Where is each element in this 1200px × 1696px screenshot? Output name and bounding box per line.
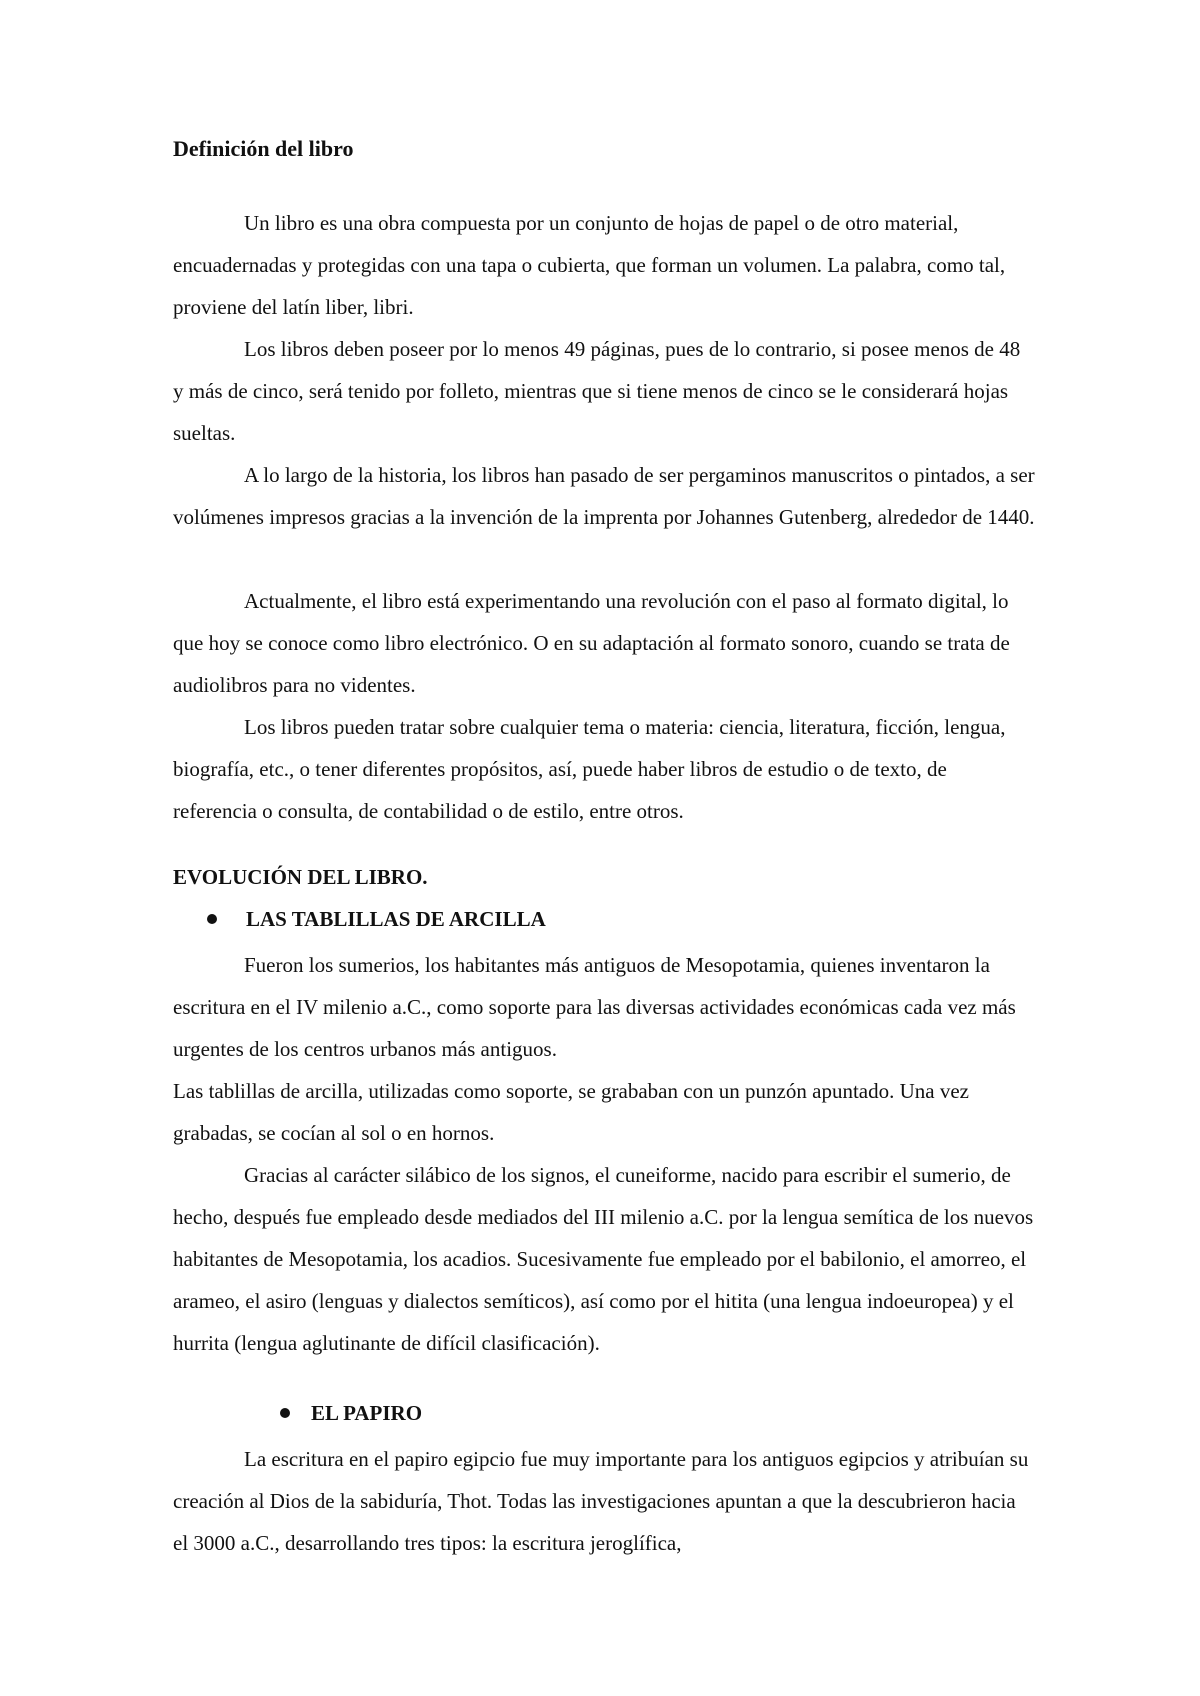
- bullet-icon: [207, 914, 217, 924]
- tablillas-paragraph-1: Fueron los sumerios, los habitantes más antiguos de Mesopotamia, quienes inventaron la escritura en el IV milenio a.C., como soporte para las diversas actividades económicas cada vez más urgentes de los centros urbanos más antiguos.: [173, 953, 1016, 1061]
- papiro-heading-text: EL PAPIRO: [311, 1401, 423, 1425]
- papiro-paragraph-1: La escritura en el papiro egipcio fue muy importante para los antiguos egipcios y atribuían su creación al Dios de la sabiduría, Thot. Todas las investigaciones apuntan a que la descubrieron hacia el 3000 a.C., desarrollando tres tipos: la escritura jeroglífica,: [173, 1447, 1029, 1555]
- intro-paragraph-1: Un libro es una obra compuesta por un conjunto de hojas de papel o de otro material, encuadernadas y protegidas con una tapa o cubierta, que forman un volumen. La palabra, como tal, proviene del latín liber, libri.: [173, 211, 1006, 319]
- tablillas-paragraph-3: Gracias al carácter silábico de los signos, el cuneiforme, nacido para escribir el sumerio, de hecho, después fue empleado desde mediados del III milenio a.C. por la lengua semítica de los nuevos habitantes de Mesopotamia, los acadios. Sucesivamente fue empleado por el babilonio, el amorreo, el arameo, el asiro (lenguas y dialectos semíticos), así como por el hitita (una lengua indoeuropea) y el hurrita (lengua aglutinante de difícil clasificación).: [173, 1163, 1034, 1355]
- intro-paragraph-4: Actualmente, el libro está experimentando una revolución con el paso al formato digital, lo que hoy se conoce como libro electrónico. O en su adaptación al formato sonoro, cuando se trata de audiolibros para no videntes.: [173, 589, 1010, 697]
- section-heading: EVOLUCIÓN DEL LIBRO.: [173, 865, 428, 889]
- bullet-icon: [280, 1408, 290, 1418]
- tablillas-heading: [207, 904, 546, 934]
- document-title: Definición del libro: [173, 136, 354, 161]
- papiro-heading: [280, 1398, 422, 1428]
- tablillas-heading-text: LAS TABLILLAS DE ARCILLA: [246, 907, 546, 931]
- intro-paragraph-3: A lo largo de la historia, los libros han pasado de ser pergaminos manuscritos o pintados, a ser volúmenes impresos gracias a la invención de la imprenta por Johannes Gutenberg, alrededor de 1440.: [173, 463, 1035, 529]
- tablillas-paragraph-2: Las tablillas de arcilla, utilizadas como soporte, se grababan con un punzón apuntado. Una vez grabadas, se cocían al sol o en hornos.: [173, 1079, 969, 1145]
- intro-paragraph-2: Los libros deben poseer por lo menos 49 páginas, pues de lo contrario, si posee menos de 48 y más de cinco, será tenido por folleto, mientras que si tiene menos de cinco se le considerará hojas sueltas.: [173, 337, 1021, 445]
- intro-paragraph-5: Los libros pueden tratar sobre cualquier tema o materia: ciencia, literatura, ficción, lengua, biografía, etc., o tener diferentes propósitos, así, puede haber libros de estudio o de texto, de referencia o consulta, de contabilidad o de estilo, entre otros.: [173, 715, 1006, 823]
